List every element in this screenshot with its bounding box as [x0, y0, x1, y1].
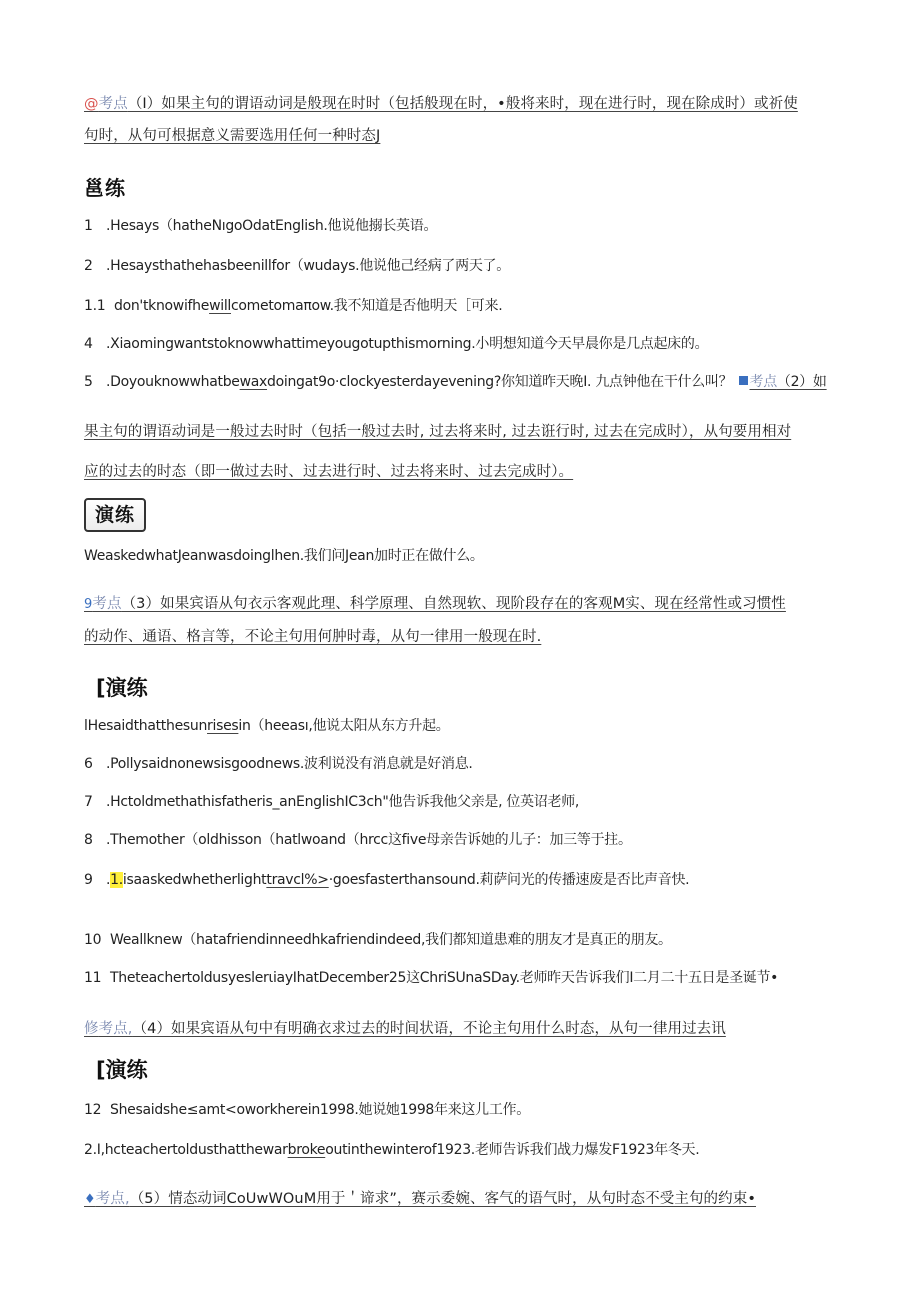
example-item: 11 TheteachertoldusyeslerιiayIhatDecember25这ChriSUnaSDay.老师昨天告诉我们I二月二十五日是圣诞节• [84, 970, 779, 986]
section-heading: 邕练 [84, 176, 126, 200]
rule-paragraph-3: 9考点（3）如果宾语从句衣示客观此理、科学原理、自然现软、现阶段存在的客观M实、现在经常性或习惯性 的动作、通语、格言等，不论主句用何肿时毒，从句一律用一般现在时. [84, 596, 786, 645]
practice-badge: 演练 [84, 498, 146, 532]
kaodian-label: 考点, [98, 1021, 133, 1037]
kaodian-label: 考点 [92, 596, 122, 612]
example-item: 12 Shesaidshe≤amt<oworkherein1998.她说她1998年来这儿工作。 [84, 1102, 530, 1118]
example-item: 7 .Hctoldmethathisfatheris_anEnglishIC3ch"他告诉我他父亲是, 位英诏老师, [84, 794, 580, 810]
example-item: 2.I,hcteachertoldusthatthewarbrokeoutinthewinterof1923.老师告诉我们战力爆发F1923年冬天. [84, 1142, 700, 1158]
example-item: 1.1 don'tknowifhewillcometomaπow.我不知道是否他明天［可来. [84, 298, 503, 314]
example-item: 8 .Themother（oldhisson（hatlwoand（hrcc这five母亲告诉她的儿子：加三等于拄。 [84, 832, 632, 848]
square-icon [739, 376, 748, 385]
example-item: 10 Weallknew（hatafriendinneedhkafriendindeed,我们都知道患难的朋友才是真正的朋友。 [84, 932, 672, 948]
kaodian-label: 考点 [749, 374, 777, 390]
marker: 9 [84, 597, 93, 612]
highlight: 1. [110, 872, 123, 888]
example-item: lHesaidthatthesunrisesin（heeası,他说太阳从东方升起。 [84, 718, 450, 734]
kaodian-label: 考点 [98, 96, 128, 112]
example-item: 1 .Hesays（hatheNıgoOdatEnglish.他说他搦长英语。 [84, 218, 438, 234]
section-heading: [演练 [96, 676, 148, 700]
rule-paragraph-4: 修考点,（4）如果宾语从句中有明确衣求过去的时间状语，不论主句用什么时态，从句一律用过去讯 [84, 1021, 726, 1037]
diamond-icon: ♦ [84, 1192, 96, 1207]
example-item: 2 .Hesaysthathehasbeenillfor（wudays.他说他己经病了两天了。 [84, 258, 510, 274]
example-item: 6 .Pollysaidnonewsisgoodnews.波利说没有消息就是好消息. [84, 756, 473, 772]
rule-paragraph-5: ♦考点,（5）情态动词CoUwWOuM用于＇谛求”，赛示委婉、客气的语气时，从句时态不受主句的约束• [84, 1191, 756, 1207]
example-item: WeaskedwhatJeanwasdoinglhen.我们问Jean加时正在做什么。 [84, 548, 484, 564]
marker: 修 [84, 1021, 99, 1037]
example-item: 4 .Xiaomingwantstoknowwhattimeyougotupthismorning.小明想知道今天早晨你是几点起床的。 [84, 336, 709, 352]
example-item: 5 .Doyouknowwhatbewaxdoingat9o·clockyesterdayevening?你知道昨天晚I. 九点钟他在干什么叫？ 考点（2）如 [84, 374, 827, 390]
example-item: 9 .1.isaaskedwhetherlighttravcl%>·goesfasterthansound.莉萨问光的传播速废是否比声音快. [84, 872, 690, 888]
kaodian-label: 考点, [95, 1191, 130, 1207]
marker: @ [84, 96, 99, 112]
rule-paragraph-1: @考点（I）如果主句的谓语动词是般现在时时（包括般现在时，•般将来时，现在进行时，现在除成时）或祈使 句时，从句可根据意义需要选用任何一种时态J [84, 96, 798, 144]
section-heading: [演练 [96, 1058, 148, 1082]
rule-paragraph-2: 果主句的谓语动词是一般过去时时（包括一般过去时, 过去将来时, 过去诳行时, 过去在完成时），从句要用相对 应的过去的时态（即一做过去时、过去进行时、过去将来时、过去完成时）。 [84, 424, 792, 480]
